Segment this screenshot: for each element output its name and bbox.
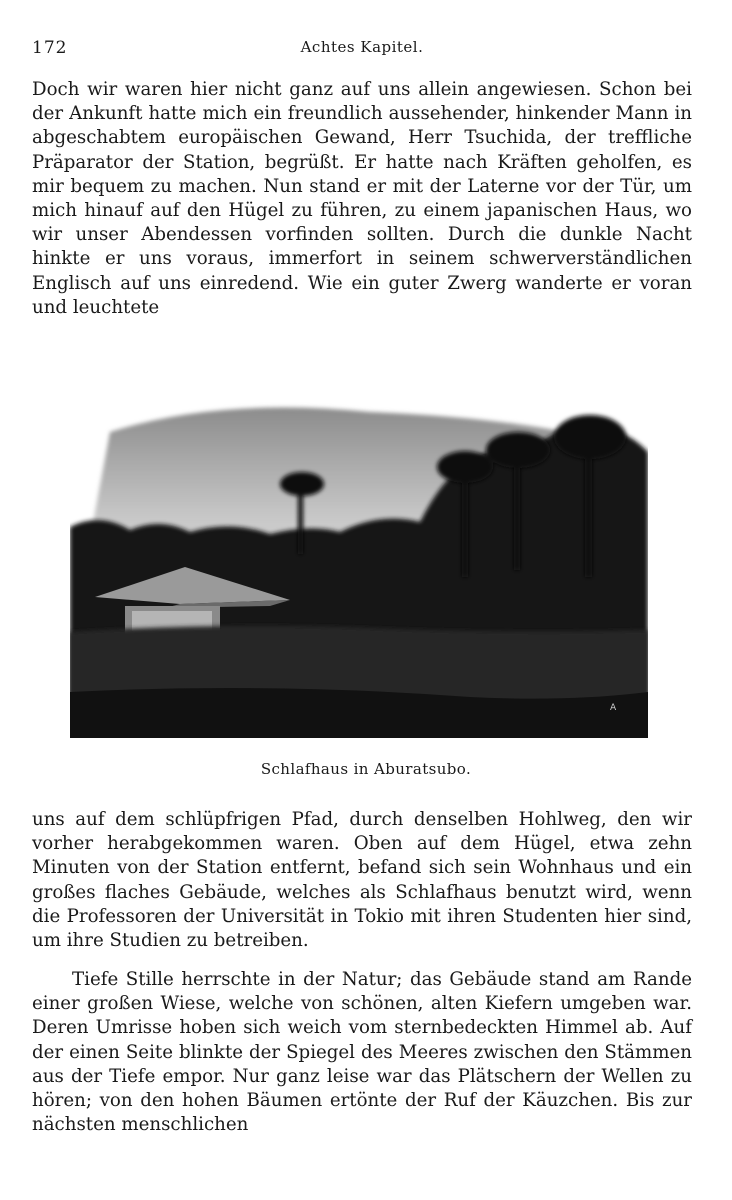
- paragraph-1: Doch wir waren hier nicht ganz auf uns allein angewiesen. Schon bei der Ankunft hatte mich ein freundlich aussehender, hinkender Mann in abgeschabtem europäischen Gewand, Herr Tsuchida, der treffliche Präparator der Station, begrüßt. Er hatte nach Kräften geholfen, es mir bequem zu machen. Nun stand er mit der Laterne vor der Tür, um mich hinauf auf den Hügel zu führen, zu einem japanischen Haus, wo wir unser Abendessen vorfinden sollten. Durch die dunkle Nacht hinkte er uns voraus, immerfort in seinem schwerverständlichen Englisch auf uns einredend. Wie ein guter Zwerg wanderte er voran und leuchtete: [32, 79, 692, 318]
- page-number: 172: [32, 38, 68, 58]
- running-title: Achtes Kapitel.: [300, 38, 424, 56]
- page-header: [32, 38, 692, 60]
- photographer-mark: A: [610, 703, 617, 713]
- photo-illustration: [70, 392, 648, 738]
- photograph-schlafhaus: [70, 392, 648, 738]
- paragraph-3: Tiefe Stille herrschte in der Natur; das Gebäude stand am Rande einer großen Wiese, welche von schönen, alten Kiefern umgeben war. Deren Umrisse hoben sich weich vom sternbedeckten Himmel ab. Auf der einen Seite blinkte der Spiegel des Meeres zwischen den Stämmen aus der Tiefe empor. Nur ganz leise war das Plätschern der Wellen zu hören; von den hohen Bäumen ertönte der Ruf der Käuzchen. Bis zur nächsten menschlichen: [32, 969, 692, 1136]
- figure-caption: Schlafhaus in Aburatsubo.: [260, 760, 472, 778]
- paragraph-2: uns auf dem schlüpfrigen Pfad, durch denselben Hohlweg, den wir vorher herabgekommen waren. Oben auf dem Hügel, etwa zehn Minuten von der Station entfernt, befand sich sein Wohnhaus und ein großes flaches Gebäude, welches als Schlafhaus benutzt wird, wenn die Professoren der Universität in Tokio mit ihren Studenten hier sind, um ihre Studien zu betreiben.: [32, 809, 692, 952]
